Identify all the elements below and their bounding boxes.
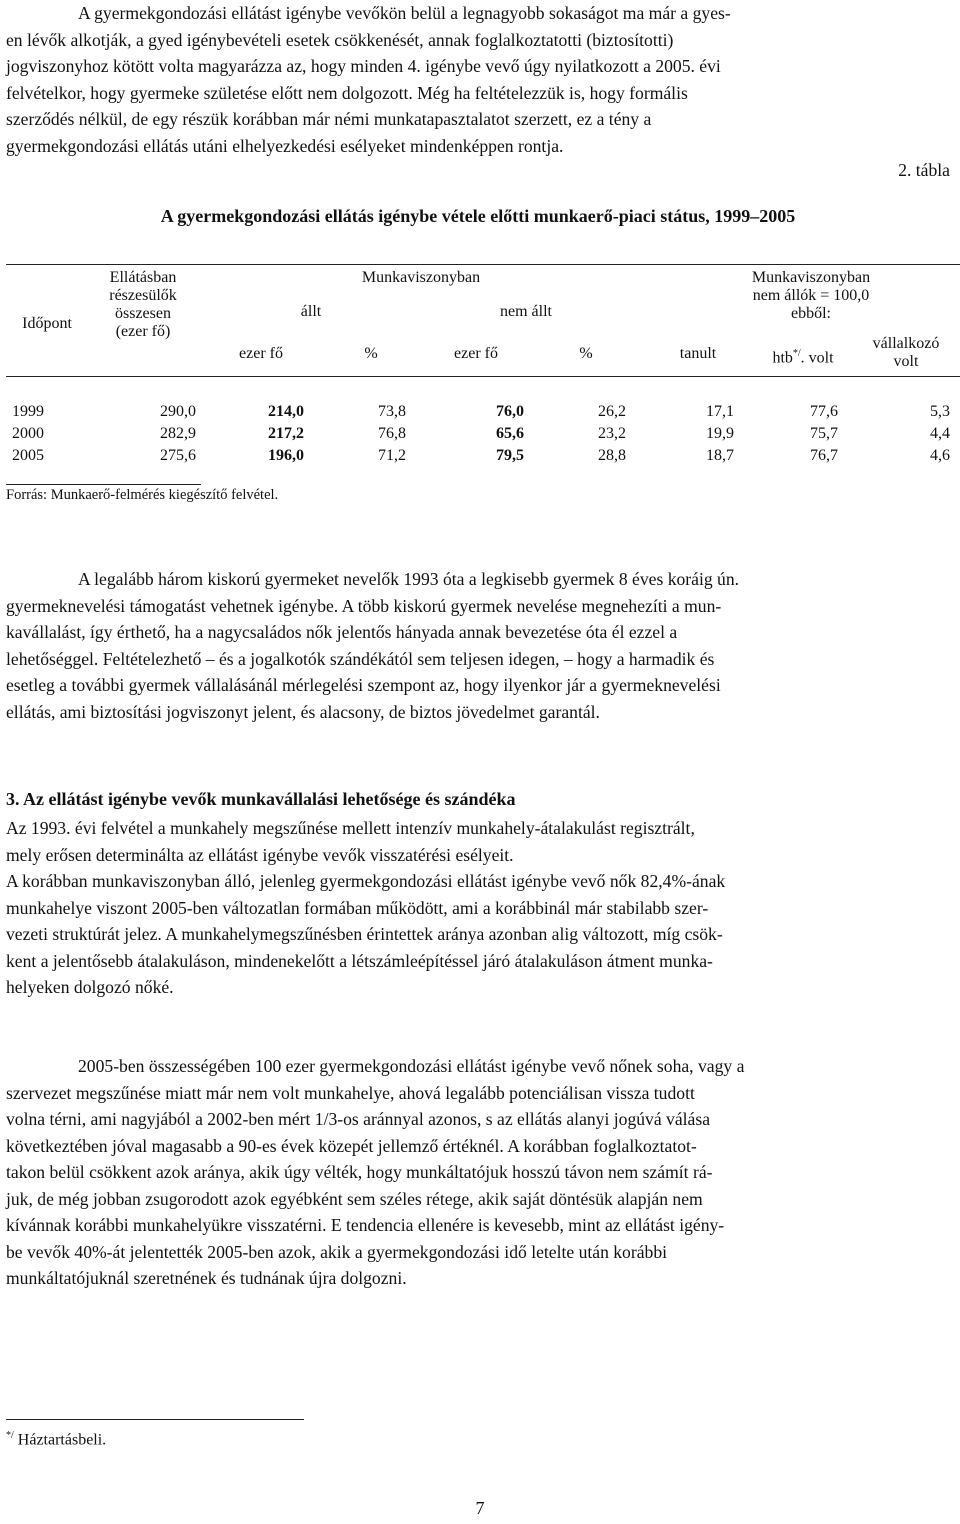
cell-allt-pct: 71,2 (378, 447, 406, 464)
header-ezer-fo: ezer fő (239, 345, 283, 362)
paragraph-line: szervezet megszűnése miatt már nem volt munkahelye, ahová legalább potenciálisan vissza tudott (6, 1082, 695, 1103)
cell-nemallt-pct: 23,2 (598, 425, 626, 442)
paragraph-line: ellátás, ami biztosítási jogviszonyt jelent, és alacsony, de biztos jövedelmet garantál. (6, 701, 600, 722)
header-ellatas-line: Ellátásban (109, 269, 177, 286)
footnote-mark: */ (6, 1430, 14, 1441)
paragraph-line: A gyermekgondozási ellátást igénybe vevőkön belül a legnagyobb sokaságot ma már a gyes- (78, 3, 731, 23)
cell-allt-pct: 73,8 (378, 403, 406, 420)
paragraph-line: következtében jóval magasabb a 90-es évek közepét jellemző értéknél. A korábban foglalkoztatot- (6, 1135, 697, 1156)
paragraph-line: Az 1993. évi felvétel a munkahely megszűnése mellett intenzív munkahely-átalakulást regisztrált, (6, 818, 695, 838)
header-ezer-fo: ezer fő (454, 345, 498, 362)
table-title: A gyermekgondozási ellátás igénybe vétele előtti munkaerő-piaci státus, 1999–2005 (160, 206, 796, 226)
header-htb (758, 345, 848, 367)
cell-nemallt-pct: 28,8 (598, 447, 626, 464)
cell-allt-ezer: 214,0 (268, 403, 304, 420)
paragraph-line: kent a jelentősebb átalakuláson, mindenekelőtt a létszámleépítéssel járó átalakuláson átment munka- (6, 950, 713, 971)
cell-year: 1999 (12, 403, 44, 420)
cell-htb: 76,7 (810, 447, 838, 464)
paragraph-line: kívánnak korábbi munkahelyükre visszatérni. E tendencia ellenére is kevesebb, mint az ellátást igény- (6, 1215, 725, 1235)
cell-htb: 77,6 (810, 403, 838, 420)
cell-allt-ezer: 217,2 (268, 425, 304, 442)
cell-nemallt-pct: 26,2 (598, 403, 626, 420)
header-ellatas-line: összesen (115, 305, 171, 322)
footnote-text: Háztartásbeli. (13, 1431, 107, 1449)
paragraph-support (6, 566, 950, 725)
cell-vallalkozo: 5,3 (930, 403, 950, 420)
source-rule (6, 484, 201, 485)
paragraph-line: esetleg a további gyermek vállalásánál mérlegelési szempont az, hogy ilyenkor jár a gyermeknevelési (6, 675, 721, 695)
paragraph-workplace (6, 815, 950, 1001)
paragraph-line: A korábban munkaviszonyban álló, jelenleg gyermekgondozási ellátást igénybe vevő nők 82,4%-ának (6, 871, 726, 891)
cell-allt-ezer: 196,0 (268, 447, 304, 464)
paragraph-line: be vevők 40%-át jelentették 2005-ben azok, akik a gyermekgondozási idő letelte után korábbi (6, 1241, 668, 1262)
paragraph-line: A legalább három kiskorú gyermeket nevelők 1993 óta a legkisebb gyermek 8 éves koráig ún. (78, 569, 740, 589)
header-ellatas (88, 269, 198, 341)
cell-allt-pct: 76,8 (378, 425, 406, 442)
table-top-rule (6, 264, 960, 265)
cell-nemallt-ezer: 79,5 (496, 447, 524, 464)
paragraph-line: volna térni, ami nagyjából a 2002-ben mért 1/3-os aránnyal azonos, s az ellátás alanyi jogúvá válása (6, 1109, 710, 1129)
cell-total: 290,0 (160, 403, 196, 420)
cell-tanult: 18,7 (706, 447, 734, 464)
section-heading: 3. Az ellátást igénybe vevők munkavállalási lehetősége és szándéka (6, 789, 516, 809)
header-percent: % (579, 345, 593, 362)
cell-vallalkozo: 4,6 (930, 447, 950, 464)
footnote (6, 1425, 106, 1451)
header-nem-allok-line: nem állók = 100,0 (752, 287, 870, 304)
paragraph-line: felvételkor, hogy gyermeke születése előtt nem dolgozott. Még ha feltételezzük is, hogy formális (6, 82, 688, 103)
paragraph-line: juk, de még jobban zsugorodott azok egyébként sem széles rétege, akik saját döntésük alapján nem (6, 1188, 703, 1209)
header-nem-allt: nem állt (500, 303, 552, 320)
paragraph-line: vezeti struktúrát jelez. A munkahelymegszűnésben érintettek aránya azonban alig változott, míg csök- (6, 924, 723, 944)
paragraph-line: mely erősen determinálta az ellátást igénybe vevők visszatérési esélyeit. (6, 844, 514, 865)
paragraph-line: gyermeknevelési támogatást vehetnek igénybe. A több kiskorú gyermek nevelése megnehezíti a mun- (6, 595, 722, 616)
cell-year: 2000 (12, 425, 44, 442)
cell-nemallt-ezer: 65,6 (496, 425, 524, 442)
table-number: 2. tábla (898, 160, 950, 180)
header-ellatas-line: (ezer fő) (115, 323, 171, 340)
cell-htb: 75,7 (810, 425, 838, 442)
footnote-rule (6, 1419, 304, 1420)
header-allt: állt (300, 303, 322, 320)
footnote-marker: */ (792, 348, 801, 359)
header-vallalkozo (856, 335, 956, 371)
cell-nemallt-ezer: 76,0 (496, 403, 524, 420)
paragraph-intro (6, 0, 950, 159)
page-number: 7 (475, 1498, 485, 1518)
header-nem-allok (711, 269, 911, 323)
paragraph-line: munkáltatójuknál szeretnének és tudnának újra dolgozni. (6, 1268, 407, 1288)
paragraph-line: kavállalást, így érthető, ha a nagycsaládos nők jelentős hányada annak bevezetése óta él ezzel a (6, 622, 678, 642)
paragraph-line: gyermekgondozási ellátás utáni elhelyezkedési esélyeket mindenképpen rontja. (6, 135, 564, 156)
cell-tanult: 17,1 (706, 403, 734, 420)
header-munkaviszonyban: Munkaviszonyban (361, 269, 481, 286)
paragraph-line: lehetőséggel. Feltételezhető – és a jogalkotók szándékától sem teljesen idegen, – hogy a harmadik és (6, 648, 715, 669)
paragraph-return (6, 1053, 950, 1292)
header-tanult: tanult (679, 345, 717, 362)
cell-year: 2005 (12, 447, 44, 464)
paragraph-line: munkahelye viszont 2005-ben változatlan formában működött, ami a korábbinál már stabilabb szer- (6, 897, 709, 918)
header-percent: % (364, 345, 378, 362)
paragraph-line: en lévők alkotják, a gyed igénybevételi esetek csökkenését, annak foglalkoztatotti (biztosítotti) (6, 29, 674, 50)
paragraph-line: jogviszonyhoz kötött volta magyarázza az, hogy minden 4. igénybe vevő úgy nyilatkozott a 2005. évi (6, 56, 721, 76)
header-idopont: Időpont (22, 315, 72, 332)
cell-total: 282,9 (160, 425, 196, 442)
header-vallalkozo-line: volt (893, 353, 919, 370)
header-ellatas-line: részesülők (109, 287, 177, 304)
cell-total: 275,6 (160, 447, 196, 464)
header-htb-suffix: . volt (800, 349, 834, 367)
cell-tanult: 19,9 (706, 425, 734, 442)
table-header-rule (6, 376, 960, 377)
paragraph-line: szerződés nélkül, de egy részük korábban már némi munkatapasztalatot szerzett, ez a tény a (6, 109, 652, 129)
paragraph-line: 2005-ben összességében 100 ezer gyermekgondozási ellátást igénybe vevő nőnek soha, vagy a (78, 1056, 745, 1076)
header-htb-text: htb (772, 349, 793, 367)
header-vallalkozo-line: vállalkozó (872, 335, 940, 352)
table-source: Forrás: Munkaerő-felmérés kiegészítő felvétel. (6, 487, 279, 503)
cell-vallalkozo: 4,4 (930, 425, 950, 442)
header-nem-allok-line: Munkaviszonyban (751, 269, 871, 286)
header-nem-allok-line: ebből: (791, 305, 831, 322)
paragraph-line: helyeken dolgozó nőké. (6, 977, 174, 997)
paragraph-line: takon belül csökkent azok aránya, akik úgy vélték, hogy munkáltatójuk hosszú távon nem számít rá- (6, 1162, 713, 1182)
